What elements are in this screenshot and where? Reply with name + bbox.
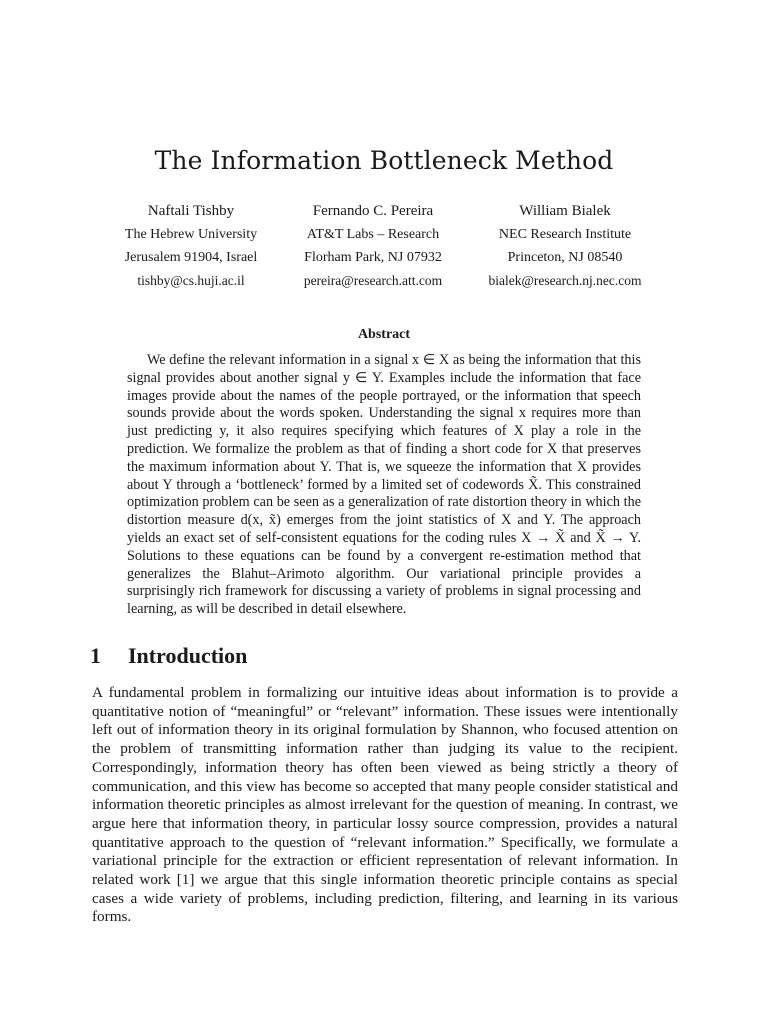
author-address: Princeton, NJ 08540 (507, 250, 623, 265)
section-number: 1 (90, 643, 101, 668)
author-affiliation: AT&T Labs – Research (306, 227, 440, 242)
author-bialek (445, 200, 685, 292)
author-affiliation: The Hebrew University (124, 227, 258, 242)
author-email: tishby@cs.huji.ac.il (137, 273, 245, 288)
intro-paragraph: A fundamental problem in formalizing our intuitive ideas about information is to provide a quantitative notion of “meaningful” or “relevant” information. These issues were intentionally left out of information theory in its original formulation by Shannon, who focused attention on the problem of transmitting information rather than judging its value to the recipient. Correspondingly, information theory has often been viewed as being strictly a theory of communication, and this view has become so accepted that many people consider statistical and information theoretic principles as almost irrelevant for the question of meaning. In contrast, we argue here that information theory, in particular lossy source compression, provides a natural quantitative approach to the question of “relevant information.” Specifically, we formulate a variational principle for the extraction or efficient representation of relevant information. In related work [1] we argue that this single information theoretic principle contains as special cases a wide variety of problems, including prediction, filtering, and learning in its various forms. (92, 684, 678, 926)
author-name: Fernando C. Pereira (312, 203, 434, 219)
author-email: pereira@research.att.com (303, 273, 443, 288)
author-email: bialek@research.nj.nec.com (488, 273, 642, 288)
author-address: Jerusalem 91904, Israel (124, 250, 258, 265)
author-affiliation: NEC Research Institute (498, 227, 632, 242)
paper-title: The Information Bottleneck Method (154, 146, 614, 175)
author-address: Florham Park, NJ 07932 (304, 250, 442, 265)
abstract-text: We define the relevant information in a signal x ∈ X as being the information that this signal provides about another signal y ∈ Y. Examples include the information that face images provide about the names of the people portrayed, or the information that speech sounds provide about the words spoken. Understanding the signal x requires more than just predicting y, it also requires specifying which features of X play a role in the prediction. We formalize the problem as that of finding a short code for X that preserves the maximum information about Y. That is, we squeeze the information that X provides about Y through a ‘bottleneck’ formed by a limited set of codewords X̃. This constrained optimization problem can be seen as a generalization of rate distortion theory in which the distortion measure d(x, x̃) emerges from the joint statistics of X and Y. The approach yields an exact set of self-consistent equations for the coding rules X → X̃ and X̃ → Y. Solutions to these equations can be found by a convergent re-estimation method that generalizes the Blahut–Arimoto algorithm. Our variational principle provides a surprisingly rich framework for discussing a variety of problems in signal processing and learning, as will be described in detail elsewhere. (127, 352, 641, 618)
section-title: Introduction (128, 643, 248, 668)
author-name: Naftali Tishby (147, 203, 235, 219)
section-heading (90, 643, 247, 669)
abstract-heading: Abstract (357, 327, 411, 342)
author-name: William Bialek (519, 203, 611, 219)
